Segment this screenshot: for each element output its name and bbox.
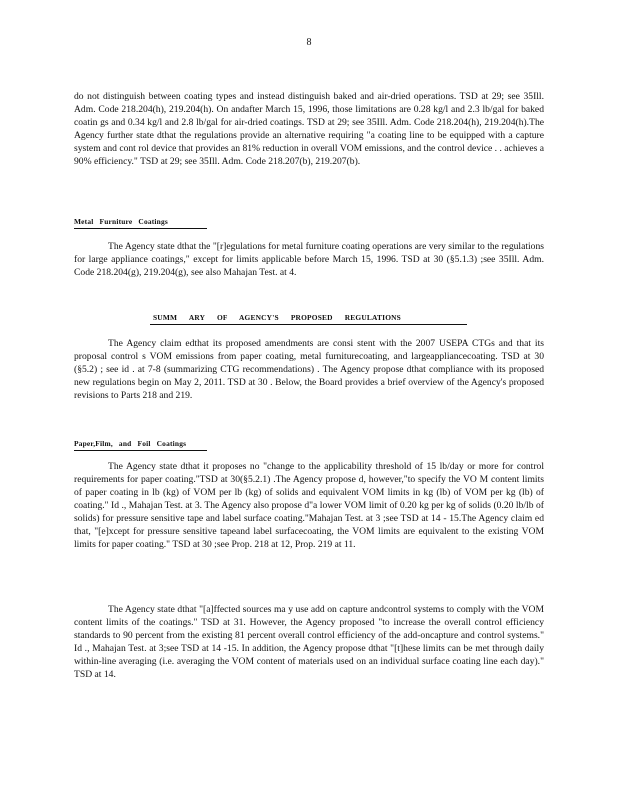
paragraph-control-systems: The Agency state dthat "[a]ffected sources ma y use add on capture andcontrol systems to comply with the VOM content limits of the coatings." TSD at 31. However, the Agency proposed "to increase the overall control efficiency standards to 90 percent from the existing 81 percent overall control efficiency of the add-oncapture and control systems." Id ., Mahajan Test. at 3;see TSD at 14 -15. In addition, the Agency propose dthat "[t]hese limits can be met through daily within-line averaging (i.e. averaging the VOM content of materials used on an individual surface coating line each day)." TSD at 14. bbox=[74, 604, 544, 680]
page-number: 8 bbox=[306, 37, 312, 48]
heading-paper-film-foil bbox=[74, 437, 207, 451]
heading-summary: SUMM ARY OF AGENCY'S PROPOSED REGULATIONS bbox=[150, 312, 467, 325]
paragraph-paper-coating: The Agency state dthat it proposes no "change to the applicability threshold of 15 lb/day or more for control requirements for paper coating."TSD at 30(§5.2.1) .The Agency propose d, however,"to specify the VO M content limits of paper coating in lb (kg) of VOM per lb (kg) of solids and equivalent VOM limits in kg (lb) of VOM per kg (lb) of coating." Id ., Mahajan Test. at 3. The Agency also propose d"a lower VOM limit of 0.20 kg per kg of solids (0.20 lb/lb of solids) for pressure sensitive tape and label surface coating."Mahajan Test. at 3 ;see TSD at 14 - 15.The Agency claim ed that, "[e]xcept for pressure sensitive tapeand label surfacecoating, the VOM limits are equivalent to the existing VOM limits for paper coating." TSD at 30 ;see Prop. 218 at 12, Prop. 219 at 11. bbox=[74, 461, 544, 550]
heading-metal-furniture bbox=[74, 215, 207, 229]
paragraph-summary: The Agency claim edthat its proposed amendments are consi stent with the 2007 USEPA CTGs and that its proposal control s VOM emissions from paper coating, metal furniturecoating, and largeappliancecoating. TSD at 30 (§5.2) ; see id . at 7-8 (summarizing CTG recommendations) . The Agency propose dthat compliance with its proposed new regulations begin on May 2, 2011. TSD at 30 . Below, the Board provides a brief overview of the Agency's proposed revisions to Parts 218 and 219. bbox=[74, 338, 544, 401]
paragraph-metal-furniture: The Agency state dthat the "[r]egulations for metal furniture coating operations are very similar to the regulations for large appliance coatings," except for limits applicable before March 15, 1996. TSD at 30 (§5.1.3) ;see 35Ill. Adm. Code 218.204(g), 219.204(g), see also Mahajan Test. at 4. bbox=[74, 241, 544, 278]
heading-paper-film-foil-text: Paper,Film, and Foil Coatings bbox=[74, 437, 207, 451]
heading-metal-furniture-text: Metal Furniture Coatings bbox=[74, 215, 207, 229]
paragraph-coating-limits: do not distinguish between coating types and instead distinguish baked and air-dried operations. TSD at 29; see 35Ill. Adm. Code 218.204(h), 219.204(h). On andafter March 15, 1996, those limitations are 0.28 kg/l and 2.3 lb/gal for baked coatin gs and 0.34 kg/l and 2.8 lb/gal for air-dried coatings. TSD at 29; see 35Ill. Adm. Code 218.204(h), 219.204(h).The Agency further state dthat the regulations provide an alternative requiring "a coating line to be equipped with a capture system and cont rol device that provides an 81% reduction in overall VOM emissions, and the control device . . achieves a 90% efficiency." TSD at 29; see 35Ill. Adm. Code 218.207(b), 219.207(b). bbox=[74, 91, 544, 167]
